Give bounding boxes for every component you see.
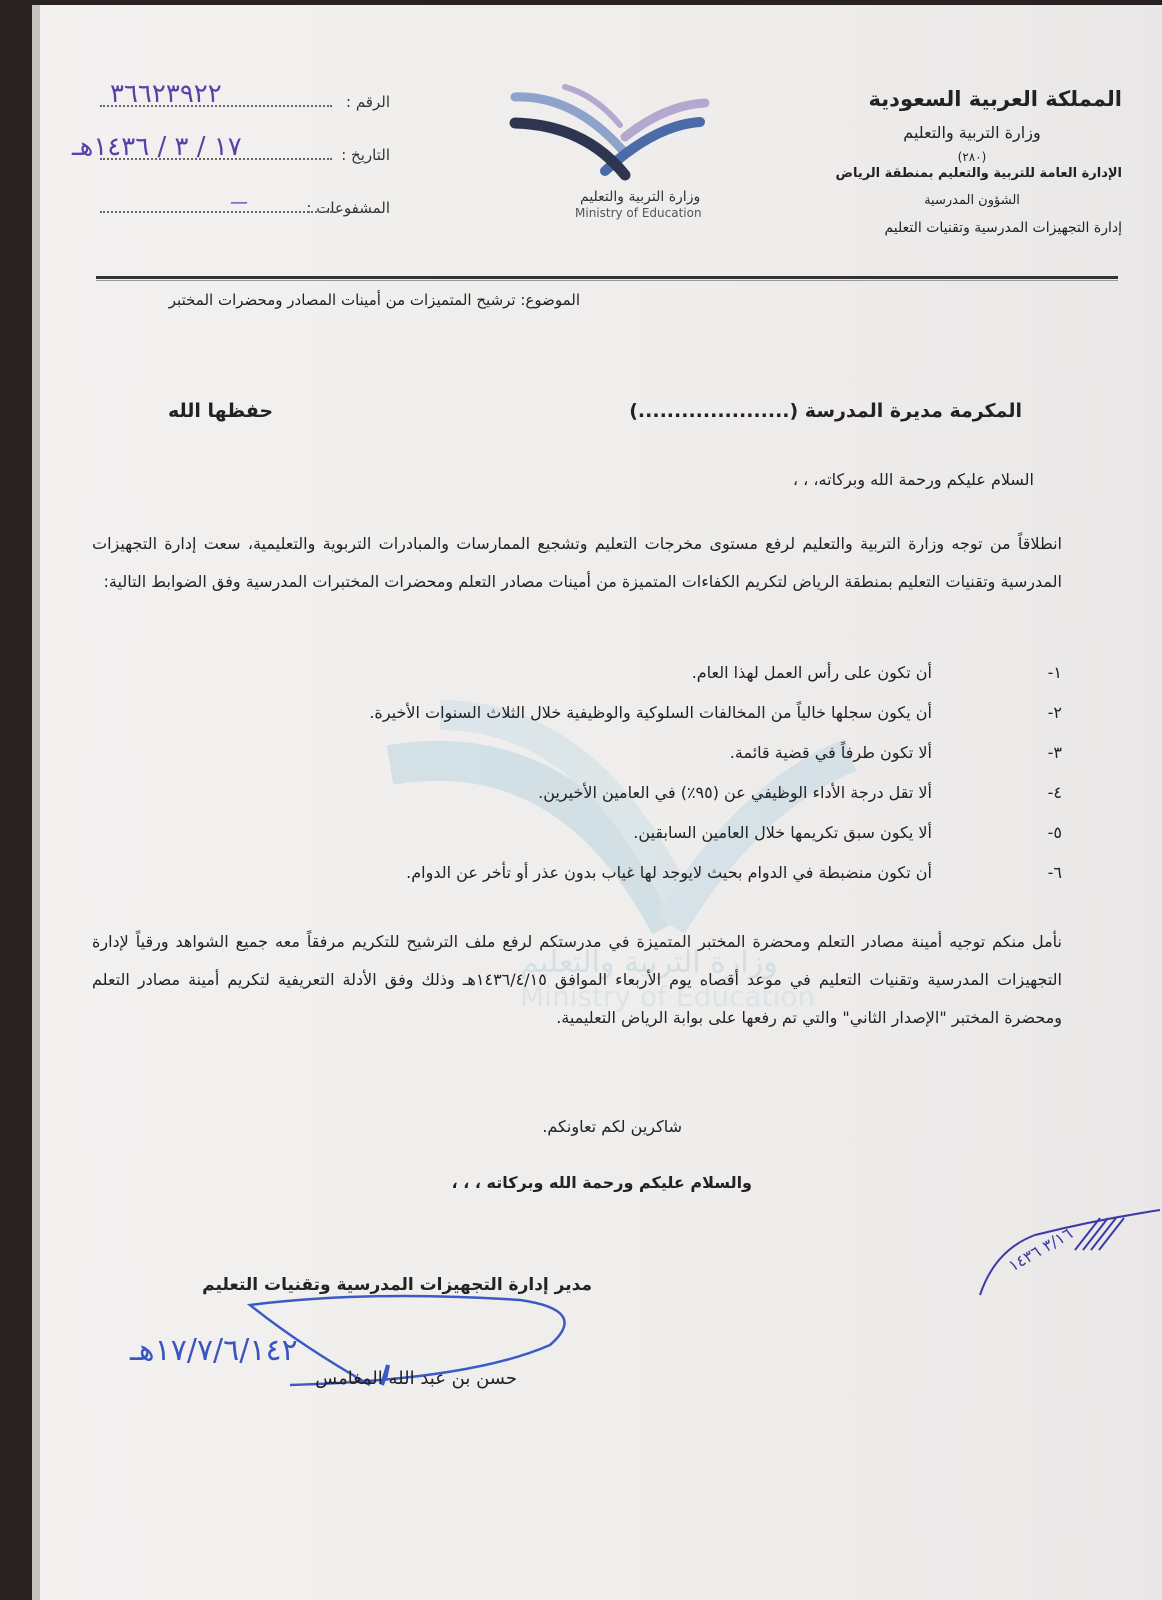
- ministry-name: وزارة التربية والتعليم: [903, 123, 1041, 142]
- date-field: [72, 132, 390, 166]
- condition-item: [222, 703, 1062, 743]
- request-paragraph: نأمل منكم توجيه أمينة مصادر التعلم ومحضرة المختبر المتميزة في مدرستكم لرفع ملف الترشيح للتكريم مرفقاً معه جميع الشواهد ورقياً لإدارة التجهيزات المدرسية وتقنيات التعليم في موعد أقصاه يوم الأربعاء الموافق ١٤٣٦/٤/١٥هـ وذلك وفق الأدلة التعريفية لتكريم أمينة مصادر التعلم ومحضرة المختبر "الإصدار الثاني" والتي تم رفعها على بوابة الرياض التعليمية.: [92, 932, 1062, 1027]
- condition-text: ألا يكون سبق تكريمها خلال العامين السابقين.: [633, 823, 932, 842]
- attachments-value: —: [230, 192, 249, 213]
- condition-item: [222, 823, 1062, 863]
- condition-item: [222, 743, 1062, 783]
- school-affairs: الشؤون المدرسية: [924, 193, 1020, 208]
- condition-item: [222, 863, 1062, 903]
- general-directorate: الإدارة العامة للتربية والتعليم بمنطقة الرياض: [835, 166, 1122, 181]
- number-value: ٣٦٦٢٣٩٢٢: [110, 79, 222, 109]
- initials-annotation: [975, 1200, 1162, 1310]
- logo-english-text: Ministry of Education: [575, 206, 702, 220]
- greeting: السلام عليكم ورحمة الله وبركاته، ، ،: [792, 470, 1034, 489]
- watermark-english: Ministry of Education: [520, 980, 816, 1013]
- issuing-unit: إدارة التجهيزات المدرسية وتقنيات التعليم: [884, 220, 1122, 236]
- date-label: التاريخ :: [341, 146, 390, 164]
- condition-number: ٣-: [1047, 743, 1062, 762]
- watermark-arabic: وزارة التربية والتعليم: [520, 945, 778, 980]
- ministry-of-education-logo-icon: [485, 75, 715, 185]
- condition-text: ألا تقل درجة الأداء الوظيفي عن (٩٥٪) في العامين الأخيرين.: [538, 783, 932, 802]
- header-divider: [96, 276, 1118, 279]
- date-value: ١٧ / ٣ / ١٤٣٦هـ: [72, 132, 242, 162]
- initials-date: ٣/١٦ ١٤٣٦: [1004, 1223, 1076, 1276]
- dotted-line: [100, 211, 332, 213]
- condition-number: ٦-: [1047, 863, 1062, 882]
- subject-line: الموضوع: ترشيح المتميزات من أمينات المصادر ومحضرات المختبر: [168, 291, 580, 309]
- conditions-list: [222, 663, 1062, 903]
- blessing: حفظها الله: [168, 400, 274, 422]
- condition-text: أن تكون على رأس العمل لهذا العام.: [691, 663, 932, 682]
- closing-greeting: والسلام عليكم ورحمة الله وبركاته ، ، ،: [451, 1173, 752, 1192]
- condition-text: أن يكون سجلها خالياً من المخالفات السلوكية والوظيفية خلال الثلاث السنوات الأخيرة.: [369, 703, 932, 722]
- handwritten-initials-icon: [975, 1200, 1162, 1310]
- logo-arabic-text: وزارة التربية والتعليم: [580, 189, 701, 205]
- intro-paragraph: انطلاقاً من توجه وزارة التربية والتعليم لرفع مستوى مخرجات التعليم وتشجيع الممارسات والمبادرات التربوية والتعليمية، سعت إدارة التجهيزات المدرسية وتقنيات التعليم بمنطقة الرياض لتكريم الكفاءات المتميزة من أمينات مصادر التعلم ومحضرات المختبرات المدرسية وفق الضوابط التالية:: [92, 534, 1062, 591]
- condition-item: [222, 663, 1062, 703]
- condition-item: [222, 783, 1062, 823]
- signatory-name: حسن بن عبد الله المغامس: [315, 1368, 517, 1389]
- condition-number: ٥-: [1047, 823, 1062, 842]
- signature-date: ١٧/٧/٦/١٤٢هـ: [130, 1333, 298, 1368]
- reference-number-field: [100, 79, 390, 113]
- letterhead-right: [822, 87, 1122, 236]
- condition-text: أن تكون منضبطة في الدوام بحيث لايوجد لها غياب بدون عذر أو تأخر عن الدوام.: [406, 863, 932, 882]
- ministry-logo: [485, 75, 715, 225]
- attachments-label: المشفوعات :: [306, 199, 390, 217]
- condition-text: ألا تكون طرفاً في قضية قائمة.: [729, 743, 932, 762]
- thanks-line: شاكرين لكم تعاونكم.: [542, 1117, 682, 1136]
- condition-number: ٢-: [1047, 703, 1062, 722]
- kingdom-name: المملكة العربية السعودية: [868, 87, 1122, 111]
- attachments-field: [100, 191, 390, 219]
- condition-number: ١-: [1047, 663, 1062, 682]
- condition-number: ٤-: [1047, 783, 1062, 802]
- addressee: المكرمة مديرة المدرسة (.....................): [629, 400, 1022, 422]
- signatory-title: مدير إدارة التجهيزات المدرسية وتقنيات التعليم: [202, 1275, 592, 1295]
- header-divider-thin: [96, 280, 1118, 281]
- number-label: الرقم :: [346, 93, 390, 111]
- department-code: (٢٨٠): [957, 150, 987, 164]
- letter-page: [40, 5, 1162, 1600]
